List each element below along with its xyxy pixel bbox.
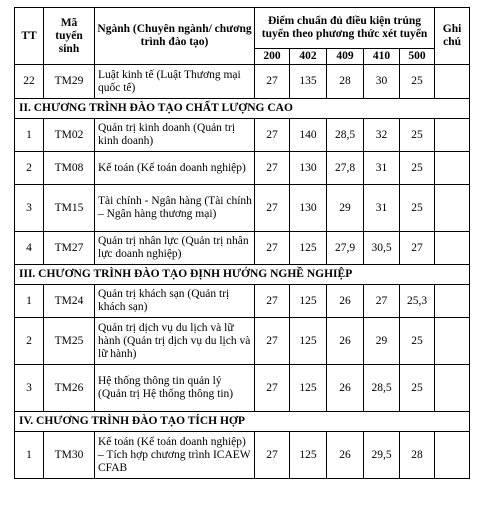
score-402: 125 [290, 365, 327, 412]
row-major: Kế toán (Kế toán doanh nghiệp) [95, 152, 255, 185]
score-200: 27 [255, 432, 290, 479]
row-tt: 1 [15, 119, 44, 152]
score-402: 125 [290, 432, 327, 479]
row-code: TM30 [44, 432, 95, 479]
section-title: II. CHƯƠNG TRÌNH ĐÀO TẠO CHẤT LƯỢNG CAO [15, 99, 470, 119]
table-row [15, 185, 470, 232]
row-note [435, 365, 470, 412]
row-tt: 3 [15, 365, 44, 412]
row-code: TM27 [44, 232, 95, 265]
row-note [435, 232, 470, 265]
score-200: 27 [255, 65, 290, 99]
score-410: 32 [364, 119, 400, 152]
row-code: TM29 [44, 65, 95, 99]
row-code: TM02 [44, 119, 95, 152]
row-code: TM15 [44, 185, 95, 232]
score-409: 28 [327, 65, 364, 99]
score-402: 130 [290, 185, 327, 232]
score-409: 26 [327, 432, 364, 479]
score-200: 27 [255, 365, 290, 412]
score-402: 135 [290, 65, 327, 99]
score-402: 130 [290, 152, 327, 185]
score-200: 27 [255, 285, 290, 318]
score-500: 25 [400, 365, 435, 412]
table-row [15, 365, 470, 412]
score-500: 25,3 [400, 285, 435, 318]
score-410: 30,5 [364, 232, 400, 265]
row-note [435, 185, 470, 232]
score-500: 25 [400, 152, 435, 185]
score-402: 125 [290, 232, 327, 265]
table-row [15, 152, 470, 185]
row-note [435, 65, 470, 99]
row-note [435, 432, 470, 479]
header-major: Ngành (Chuyên ngành/ chương trình đào tạo) [95, 8, 255, 65]
row-code: TM08 [44, 152, 95, 185]
score-409: 26 [327, 365, 364, 412]
row-major: Kế toán (Kế toán doanh nghiệp) – Tích hợp chương trình ICAEW CFAB [95, 432, 255, 479]
table-row [15, 318, 470, 365]
row-code: TM24 [44, 285, 95, 318]
section-header [15, 265, 470, 285]
header-method-402: 402 [290, 49, 327, 65]
row-major: Luật kinh tế (Luật Thương mại quốc tế) [95, 65, 255, 99]
score-409: 29 [327, 185, 364, 232]
table-row [15, 65, 470, 99]
section-title: III. CHƯƠNG TRÌNH ĐÀO TẠO ĐỊNH HƯỚNG NGHỀ NGHIỆP [15, 265, 470, 285]
score-409: 26 [327, 318, 364, 365]
score-410: 31 [364, 185, 400, 232]
score-200: 27 [255, 152, 290, 185]
table-row [15, 432, 470, 479]
row-major: Quản trị kinh doanh (Quản trị kinh doanh) [95, 119, 255, 152]
score-410: 29 [364, 318, 400, 365]
table-row [15, 119, 470, 152]
section-title: IV. CHƯƠNG TRÌNH ĐÀO TẠO TÍCH HỢP [15, 412, 470, 432]
score-500: 28 [400, 432, 435, 479]
score-200: 27 [255, 119, 290, 152]
score-200: 27 [255, 318, 290, 365]
score-402: 125 [290, 318, 327, 365]
section-header [15, 99, 470, 119]
row-note [435, 119, 470, 152]
header-scores-group: Điểm chuẩn đủ điều kiện trúng tuyển theo phương thức xét tuyển [255, 8, 435, 49]
row-note [435, 285, 470, 318]
row-tt: 4 [15, 232, 44, 265]
row-code: TM26 [44, 365, 95, 412]
score-500: 25 [400, 318, 435, 365]
row-major: Hệ thống thông tin quản lý (Quản trị Hệ thống thông tin) [95, 365, 255, 412]
score-410: 28,5 [364, 365, 400, 412]
row-tt: 2 [15, 318, 44, 365]
score-500: 27 [400, 232, 435, 265]
row-major: Quản trị nhân lực (Quản trị nhân lực doanh nghiệp) [95, 232, 255, 265]
score-500: 25 [400, 119, 435, 152]
row-tt: 1 [15, 285, 44, 318]
header-method-500: 500 [400, 49, 435, 65]
score-200: 27 [255, 232, 290, 265]
header-method-200: 200 [255, 49, 290, 65]
row-note [435, 152, 470, 185]
table-row [15, 285, 470, 318]
score-409: 28,5 [327, 119, 364, 152]
score-409: 27,8 [327, 152, 364, 185]
section-header [15, 412, 470, 432]
admission-score-table [14, 7, 470, 479]
header-method-410: 410 [364, 49, 400, 65]
score-410: 27 [364, 285, 400, 318]
score-402: 125 [290, 285, 327, 318]
row-tt: 2 [15, 152, 44, 185]
row-tt: 22 [15, 65, 44, 99]
row-note [435, 318, 470, 365]
score-402: 140 [290, 119, 327, 152]
row-tt: 1 [15, 432, 44, 479]
row-major: Quản trị dịch vụ du lịch và lữ hành (Quản trị dịch vụ du lịch và lữ hành) [95, 318, 255, 365]
score-409: 26 [327, 285, 364, 318]
score-409: 27,9 [327, 232, 364, 265]
score-500: 25 [400, 65, 435, 99]
header-method-409: 409 [327, 49, 364, 65]
row-major: Quản trị khách sạn (Quản trị khách sạn) [95, 285, 255, 318]
table-row [15, 232, 470, 265]
header-tt: TT [15, 8, 44, 65]
score-410: 31 [364, 152, 400, 185]
score-410: 29,5 [364, 432, 400, 479]
row-code: TM25 [44, 318, 95, 365]
row-tt: 3 [15, 185, 44, 232]
header-code: Mã tuyển sinh [44, 8, 95, 65]
score-410: 30 [364, 65, 400, 99]
score-200: 27 [255, 185, 290, 232]
score-500: 25 [400, 185, 435, 232]
header-note: Ghi chú [435, 8, 470, 65]
row-major: Tài chính - Ngân hàng (Tài chính – Ngân hàng thương mại) [95, 185, 255, 232]
